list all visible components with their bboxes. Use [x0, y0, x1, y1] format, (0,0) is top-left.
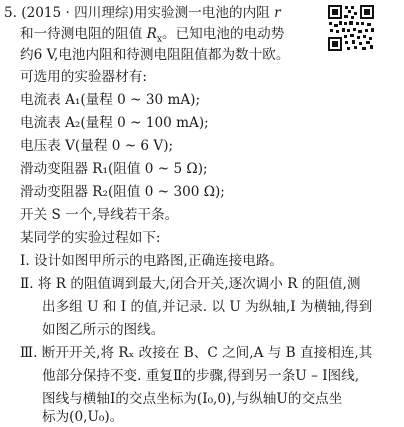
- header-r: r: [274, 5, 281, 21]
- problem-line-3: 约6 V,电池内阻和待测电阻阻值都为数十欧。: [20, 47, 290, 63]
- step-1: Ⅰ. 设计如图甲所示的电路图,正确连接电路。: [20, 253, 284, 269]
- line2-suffix: 。已知电池的电动势: [162, 26, 285, 42]
- equipment-rheostat-r1: 滑动变阻器 R₁(阻值 0 ~ 5 Ω);: [20, 161, 208, 177]
- equipment-ammeter-a2: 电流表 A₂(量程 0 ~ 100 mA);: [20, 115, 209, 131]
- step-3-line-2: 他部分保持不变. 重复Ⅱ的步骤,得到另一条U – I图线,: [42, 368, 360, 384]
- header-text: 5. (2015 · 四川理综)用实验测一电池的内阻: [4, 5, 275, 21]
- line2-sub: x: [156, 34, 162, 45]
- line2-prefix: 和一待测电阻的阻值: [20, 26, 147, 42]
- problem-header: [4, 3, 281, 23]
- step-2-line-2: 出多组 U 和 I 的值,并记录. 以 U 为纵轴,I 为横轴,得到: [42, 299, 373, 315]
- step-3-line-1: Ⅲ. 断开开关,将 Rₓ 改接在 B、C 之间,A 与 B 直接相连,其: [20, 345, 373, 361]
- problem-line-4: 可选用的实验器材有:: [20, 69, 147, 85]
- step-3-line-4: 标为(0,U₀)。: [42, 409, 124, 425]
- procedure-intro: 某同学的实验过程如下:: [20, 230, 161, 246]
- equipment-ammeter-a1: 电流表 A₁(量程 0 ~ 30 mA);: [20, 92, 201, 108]
- step-2-line-1: Ⅱ. 将 R 的阻值调到最大,闭合开关,逐次调小 R 的阻值,测: [20, 276, 361, 292]
- step-3-line-3: 图线与横轴I的交点坐标为(I₀,0),与纵轴U的交点坐: [42, 391, 343, 407]
- line2-r: R: [146, 26, 157, 42]
- equipment-rheostat-r2: 滑动变阻器 R₂(阻值 0 ~ 300 Ω);: [20, 184, 225, 200]
- step-2-line-3: 如图乙所示的图线。: [42, 322, 165, 338]
- equipment-voltmeter: 电压表 V(量程 0 ~ 6 V);: [20, 138, 174, 154]
- equipment-switch: 开关 S 一个,导线若干条。: [20, 207, 179, 223]
- qr-code-icon: [327, 4, 375, 52]
